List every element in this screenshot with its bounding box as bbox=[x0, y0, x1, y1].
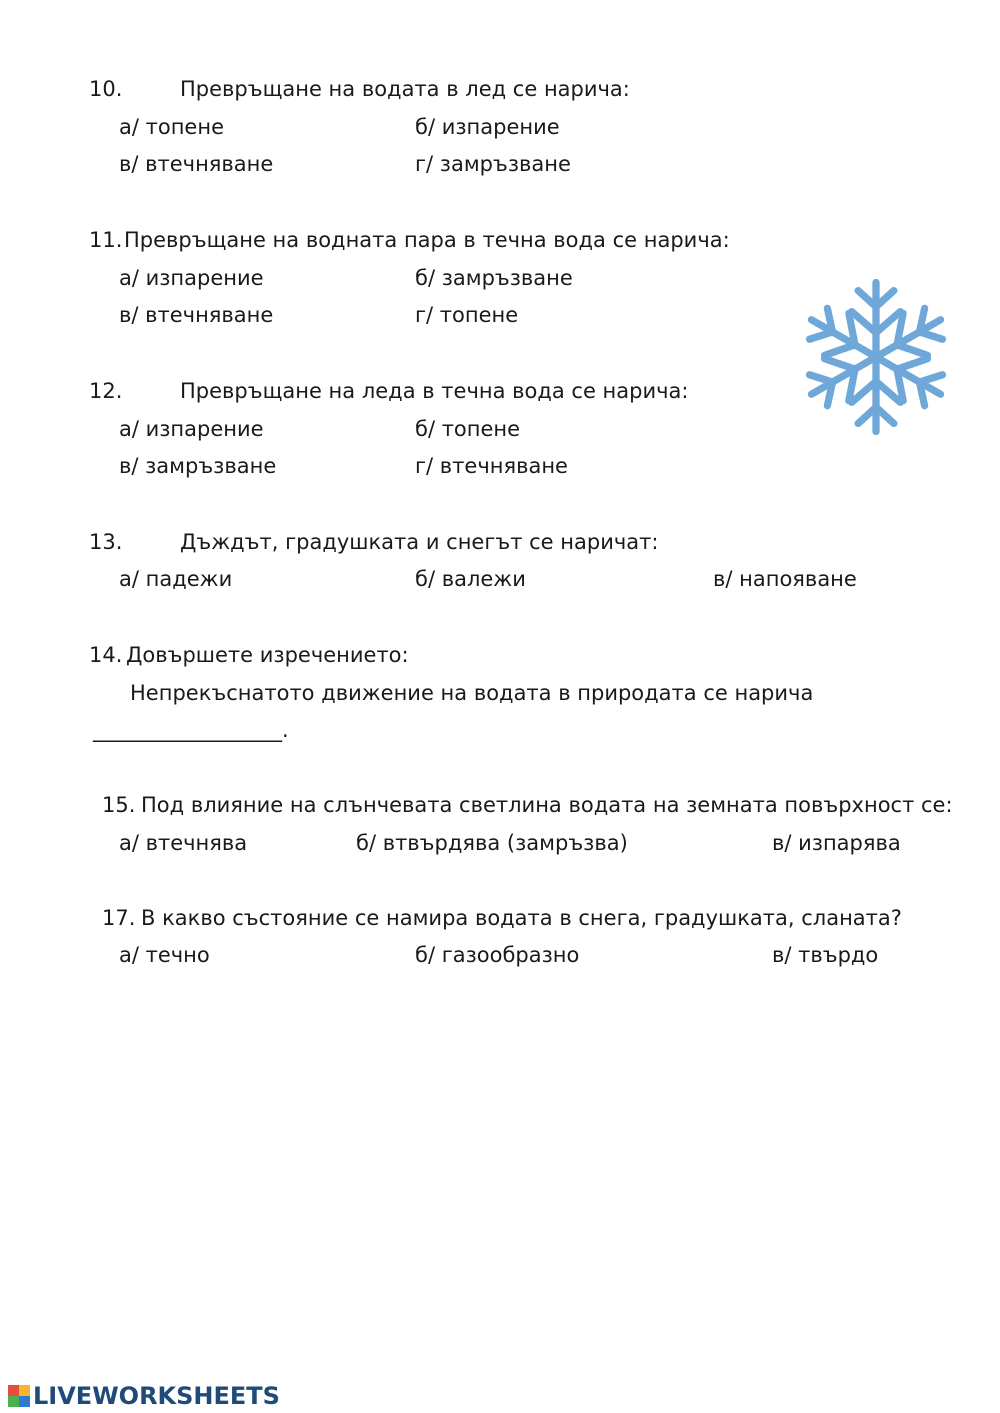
question-number: 11. bbox=[89, 228, 123, 252]
snowflake-icon bbox=[795, 276, 957, 438]
answer-option[interactable]: в/ втечняване bbox=[119, 152, 274, 176]
question-number: 13. bbox=[89, 530, 123, 554]
answer-option[interactable]: б/ валежи bbox=[415, 567, 526, 591]
logo-text: LIVEWORKSHEETS bbox=[33, 1382, 280, 1410]
question-text: Дъждът, градушката и снегът се наричат: bbox=[180, 530, 659, 554]
answer-option[interactable]: б/ топене bbox=[415, 417, 521, 441]
answer-option[interactable]: в/ напояване bbox=[713, 567, 857, 591]
answer-option[interactable]: б/ замръзване bbox=[415, 266, 573, 290]
answer-option[interactable]: г/ втечняване bbox=[415, 454, 568, 478]
question-number: 15. bbox=[102, 793, 136, 817]
answer-option[interactable]: а/ втечнява bbox=[119, 831, 248, 855]
sentence-text: Непрекъснатото движение на водата в природата се нарича bbox=[130, 681, 814, 705]
answer-option[interactable]: а/ падежи bbox=[119, 567, 233, 591]
question-text: Превръщане на водната пара в течна вода се нарича: bbox=[124, 228, 730, 252]
answer-option[interactable]: а/ топене bbox=[119, 115, 224, 139]
answer-option[interactable]: г/ топене bbox=[415, 303, 519, 327]
liveworksheets-logo-icon bbox=[8, 1385, 30, 1407]
answer-option[interactable]: а/ изпарение bbox=[119, 266, 264, 290]
answer-option[interactable]: б/ газообразно bbox=[415, 943, 580, 967]
answer-option[interactable]: в/ изпарява bbox=[772, 831, 901, 855]
answer-option[interactable]: а/ течно bbox=[119, 943, 210, 967]
question-text: Превръщане на леда в течна вода се нарича: bbox=[180, 379, 689, 403]
answer-option[interactable]: в/ втечняване bbox=[119, 303, 274, 327]
answer-blank[interactable]: __________________. bbox=[93, 718, 289, 742]
answer-option[interactable]: а/ изпарение bbox=[119, 417, 264, 441]
question-number: 17. bbox=[102, 906, 136, 930]
answer-option[interactable]: б/ изпарение bbox=[415, 115, 560, 139]
question-number: 12. bbox=[89, 379, 123, 403]
liveworksheets-logo[interactable] bbox=[8, 1381, 280, 1411]
question-number: 10. bbox=[89, 77, 123, 101]
answer-option[interactable]: г/ замръзване bbox=[415, 152, 571, 176]
answer-option[interactable]: в/ твърдо bbox=[772, 943, 879, 967]
answer-option[interactable]: б/ втвърдява (замръзва) bbox=[356, 831, 628, 855]
question-text: В какво състояние се намира водата в снега, градушката, сланата? bbox=[141, 906, 902, 930]
question-text: Под влияние на слънчевата светлина водата на земната повърхност се: bbox=[141, 793, 953, 817]
question-text: Превръщане на водата в лед се нарича: bbox=[180, 77, 630, 101]
question-text: Довършете изречението: bbox=[126, 643, 409, 667]
question-number: 14. bbox=[89, 643, 123, 667]
answer-option[interactable]: в/ замръзване bbox=[119, 454, 277, 478]
